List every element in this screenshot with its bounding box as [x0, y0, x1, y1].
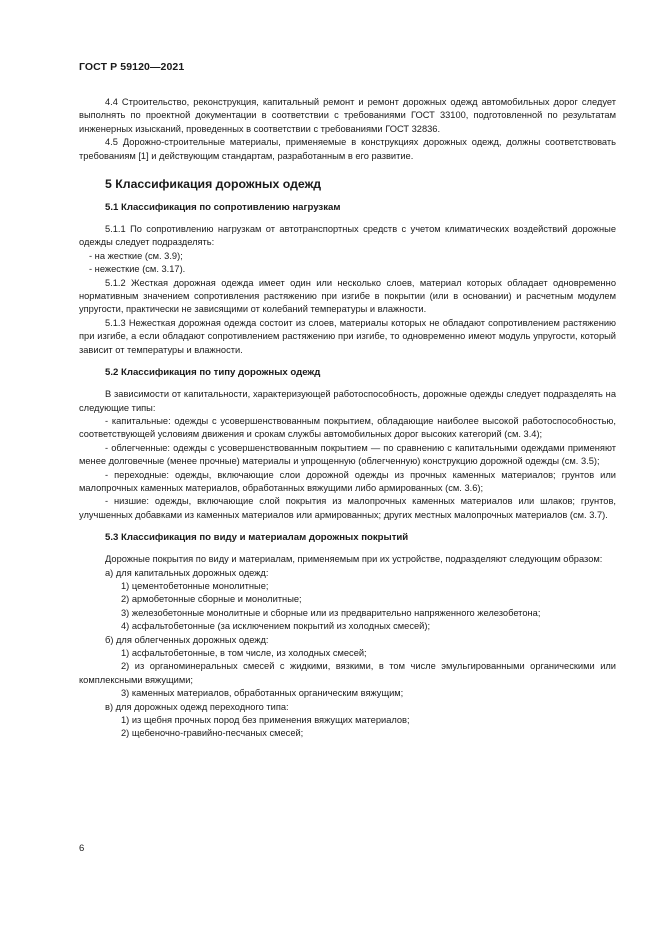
list-item: 2) армобетонные сборные и монолитные; [121, 594, 302, 605]
list-item: 3) железобетонные монолитные и сборные или из предварительно напряженного железобетона; [121, 607, 541, 618]
list-item: - нежесткие (см. 3.17). [89, 264, 186, 275]
list-item: 3) каменных материалов, обработанных органическим вяжущим; [121, 688, 404, 699]
list-item: - низшие: одежды, включающие слой покрытия из малопрочных каменных материалов или шлаков; грунтов, улучшенных добавками из каменных материалов или армированных; других местных малопрочных материалов (см. 3.7). [79, 496, 616, 520]
list-item: 1) асфальтобетонные, в том числе, из холодных смесей; [121, 648, 367, 658]
page-number: 6 [79, 843, 85, 854]
list-item: 4) асфальтобетонные (за исключением покрытий из холодных смесей); [121, 621, 431, 632]
list-label-v: в) для дорожных одежд переходного типа: [105, 701, 289, 712]
section-5-1-heading: 5.1 Классификация по сопротивлению нагрузкам [105, 202, 341, 214]
paragraph-5-3-intro: Дорожные покрытия по виду и материалам, применяемым при их устройстве, подразделяют следующим образом: [105, 554, 603, 565]
paragraph-5-1-1: 5.1.1 По сопротивлению нагрузкам от автотранспортных средств с учетом климатических воздействий дорожные одежды следует подразделять: [79, 224, 616, 248]
list-item: - на жесткие (см. 3.9); [89, 250, 183, 261]
section-5-2-heading: 5.2 Классификация по типу дорожных одежд [105, 367, 321, 379]
section-5-3-heading: 5.3 Классификация по виду и материалам дорожных покрытий [105, 532, 409, 544]
list-item: - облегченные: одежды с усовершенствованным покрытием — по сравнению с капитальными одеждами применяют менее долговечные (менее прочные) материалы и упрощенную (облегченную) конструкцию дорожной одежды (см. 3.5); [79, 442, 616, 467]
paragraph-5-1-3: 5.1.3 Нежесткая дорожная одежда состоит из слоев, материалы которых не обладают сопротивлением растяжению при изгибе, а если обладают сопротивлением растяжению при изгибе, то одновременно имеют модуль упругости, который зависит от температуры и влажности. [79, 317, 616, 355]
paragraph-4-4: 4.4 Строительство, реконструкция, капитальный ремонт и ремонт дорожных одежд автомобильных дорог следует выполнять по проектной документации в соответствии с требованиями ГОСТ 33100, подготовленной по результатам инженерных изысканий, проведенных в соответствии с требованиями ГОСТ 32836. [79, 97, 616, 134]
document-body [79, 96, 616, 741]
list-item: - капитальные: одежды с усовершенствованным покрытием, обладающие наиболее высокой работоспособностью, соответствующей условиям движения и срокам службы автомобильных дорог высоких категорий (см. 3.4); [79, 415, 616, 440]
list-label-a: а) для капитальных дорожных одежд: [105, 567, 269, 578]
paragraph-5-1-2: 5.1.2 Жесткая дорожная одежда имеет один или несколько слоев, материал которых обладает одновременно нормативным значением сопротивления растяжению при изгибе в покрытии (или в основании) и расчетным модулем упругости, практически не зависящими от колебаний температуры и влажности. [79, 277, 616, 315]
document-header: ГОСТ Р 59120—2021 [79, 61, 185, 73]
section-5-heading: 5 Классификация дорожных одежд [105, 177, 322, 192]
paragraph-4-5: 4.5 Дорожно-строительные материалы, применяемые в конструкциях дорожных одежд, должны соответствовать требованиям [1] и действующим стандартам, разработанным в его развитие. [79, 137, 616, 161]
list-label-b: б) для облегченных дорожных одежд: [105, 634, 269, 645]
list-item: 2) щебеночно-гравийно-песчаных смесей; [121, 728, 304, 739]
list-item: 1) из щебня прочных пород без применения вяжущих материалов; [121, 715, 410, 726]
paragraph-5-2-intro: В зависимости от капитальности, характеризующей работоспособность, дорожные одежды следует подразделять на следующие типы: [79, 389, 616, 413]
list-item: 1) цементобетонные монолитные; [121, 580, 269, 591]
list-item: - переходные: одежды, включающие слои дорожной одежды из прочных каменных материалов; грунтов или малопрочных каменных материалов, обработанных вяжущими либо армированных (см. 3.6); [79, 469, 616, 493]
list-item: 2) из органоминеральных смесей с жидкими, вязкими, в том числе эмульгированными органическими или комплексными вяжущими; [79, 661, 616, 685]
